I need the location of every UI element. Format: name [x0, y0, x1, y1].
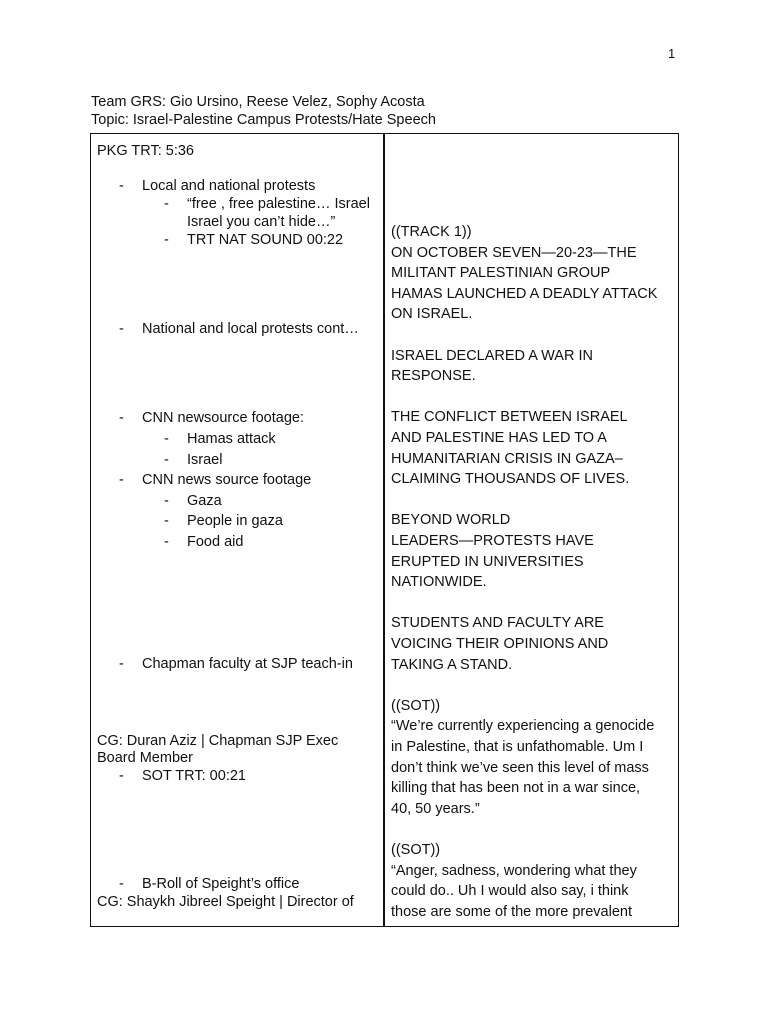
script-line: AND PALESTINE HAS LED TO A: [391, 430, 607, 446]
script-line: MILITANT PALESTINIAN GROUP: [391, 265, 611, 282]
list-item: Local and national protests: [142, 178, 316, 194]
script-line: ((SOT)): [391, 842, 441, 858]
bullet: -: [164, 196, 169, 212]
script-line: RESPONSE.: [391, 368, 476, 385]
pkg-trt: PKG TRT: 5:36: [97, 143, 194, 159]
list-item: Food aid: [187, 534, 244, 550]
list-item: “free , free palestine… Israel: [187, 196, 370, 212]
list-item: Israel: [187, 452, 223, 468]
bullet: -: [119, 178, 124, 194]
script-line: CLAIMING THOUSANDS OF LIVES.: [391, 471, 630, 488]
bullet: -: [119, 876, 124, 892]
script-line: ON OCTOBER SEVEN—20-23—THE: [391, 244, 637, 261]
script-line: HAMAS LAUNCHED A DEADLY ATTACK: [391, 285, 658, 302]
list-item: People in gaza: [187, 513, 283, 529]
document-header: [91, 93, 436, 129]
bullet: -: [164, 431, 169, 447]
topic-line: Topic: Israel-Palestine Campus Protests/Hate Speech: [91, 112, 436, 128]
script-line: STUDENTS AND FACULTY ARE: [391, 615, 604, 632]
script-line: don’t think we’ve seen this level of mass: [391, 759, 649, 776]
script-line: THE CONFLICT BETWEEN ISRAEL: [391, 409, 628, 426]
list-item: National and local protests cont…: [142, 321, 359, 337]
bullet: -: [119, 768, 124, 784]
list-item: CNN newsource footage:: [142, 410, 304, 426]
script-line: ((TRACK 1)): [391, 224, 472, 240]
bullet: -: [119, 321, 124, 337]
script-line: 40, 50 years.”: [391, 800, 480, 817]
script-line: TAKING A STAND.: [391, 656, 513, 673]
script-line: HUMANITARIAN CRISIS IN GAZA–: [391, 450, 623, 467]
list-item: Israel you can’t hide…”: [187, 214, 336, 230]
script-line: ON ISRAEL.: [391, 306, 473, 323]
script-line: ISRAEL DECLARED A WAR IN: [391, 347, 593, 364]
script-line: killing that has been not in a war since,: [391, 780, 641, 797]
list-item: TRT NAT SOUND 00:22: [187, 232, 344, 248]
script-line: LEADERS—PROTESTS HAVE: [391, 533, 594, 549]
list-item: CNN news source footage: [142, 472, 312, 488]
cg-duran-line1: CG: Duran Aziz | Chapman SJP Exec: [97, 733, 339, 749]
script-line: NATIONWIDE.: [391, 574, 487, 591]
script-line: “Anger, sadness, wondering what they: [391, 862, 637, 879]
script-line: VOICING THEIR OPINIONS AND: [391, 636, 609, 652]
bullet: -: [119, 472, 124, 488]
script-line: could do.. Uh I would also say, i think: [391, 883, 629, 900]
script-line: those are some of the more prevalent: [391, 903, 632, 920]
bullet: -: [164, 493, 169, 509]
script-line: ((SOT)): [391, 697, 441, 714]
script-line: ERUPTED IN UNIVERSITIES: [391, 553, 584, 570]
bullet: -: [164, 513, 169, 529]
bullet: -: [164, 232, 169, 248]
column-divider: [383, 134, 385, 926]
bullet: -: [119, 410, 124, 426]
script-table: [90, 133, 679, 927]
script-line: in Palestine, that is unfathomable. Um I: [391, 739, 644, 755]
broll-note: B-Roll of Speight’s office: [142, 876, 300, 892]
list-item: Chapman faculty at SJP teach-in: [142, 656, 353, 672]
list-item: Hamas attack: [187, 431, 276, 447]
script-line: “We’re currently experiencing a genocide: [391, 718, 655, 735]
sot-trt: SOT TRT: 00:21: [142, 768, 246, 784]
bullet: -: [119, 656, 124, 672]
cg-speight: CG: Shaykh Jibreel Speight | Director of: [97, 894, 354, 910]
bullet: -: [164, 534, 169, 550]
script-line: BEYOND WORLD: [391, 512, 511, 529]
cg-duran-line2: Board Member: [97, 750, 193, 766]
list-item: Gaza: [187, 493, 222, 509]
team-line: Team GRS: Gio Ursino, Reese Velez, Sophy Acosta: [91, 94, 425, 110]
bullet: -: [164, 452, 169, 468]
page-number: 1: [668, 46, 676, 61]
